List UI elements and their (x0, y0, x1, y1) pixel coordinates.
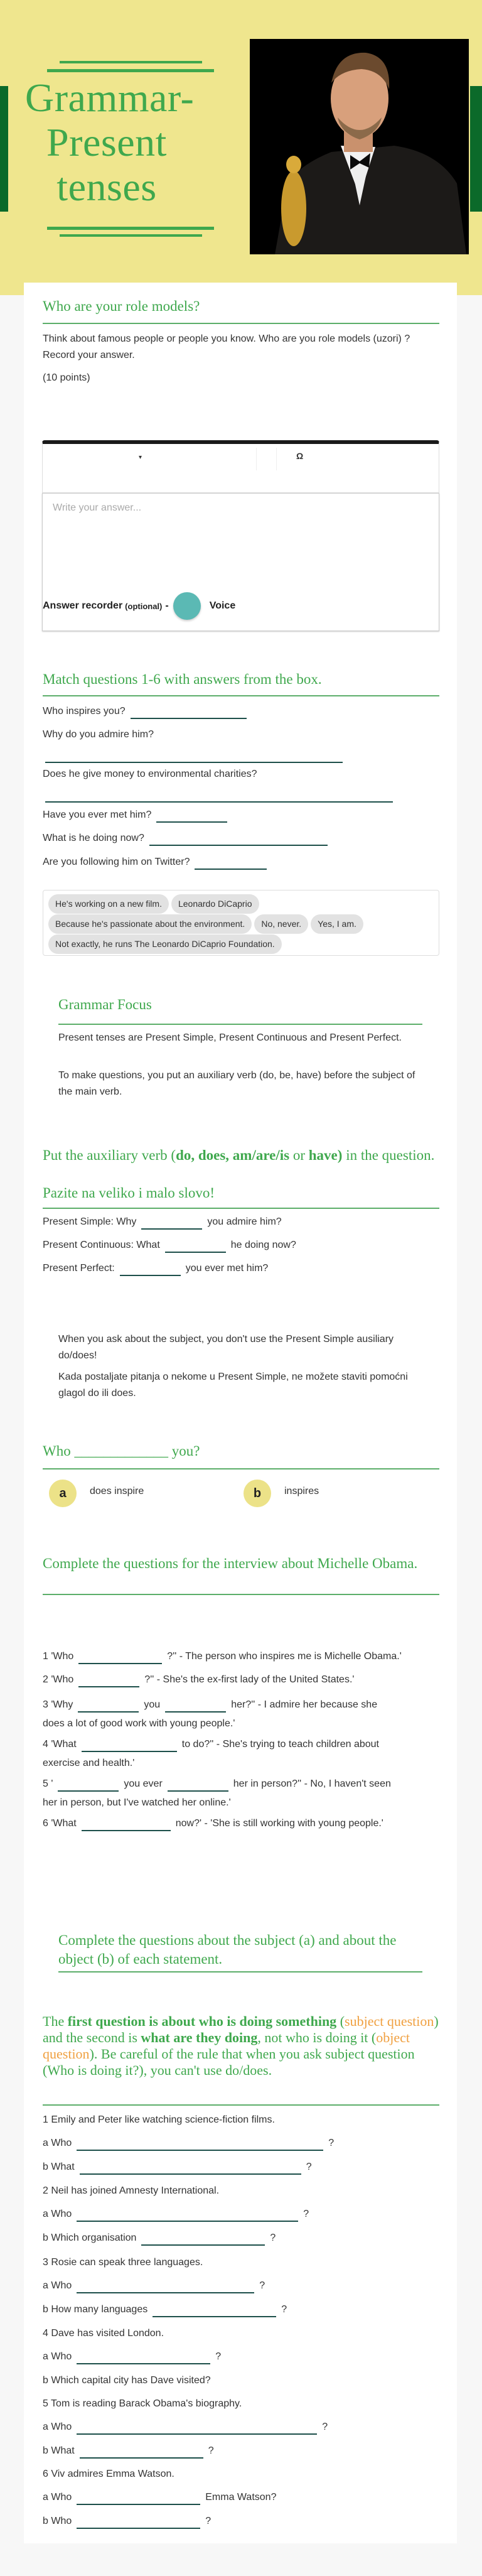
recorder-label: Answer recorder (43, 600, 123, 611)
answer-blank[interactable] (120, 1264, 181, 1276)
option-a-badge[interactable]: a (49, 1480, 77, 1507)
section-divider (58, 1024, 422, 1025)
section-divider (43, 323, 439, 324)
interview-item-4: 4 'What to do?'' - She's trying to teach children about (43, 1736, 379, 1753)
auxiliary-item-2: Present Continuous: What he doing now? (43, 1237, 296, 1253)
interview-item-1: 1 'Who ?'' - The person who inspires me is Michelle Obama.' (43, 1648, 402, 1665)
answer-blank[interactable] (141, 2233, 265, 2246)
special-character-icon[interactable]: Ω (296, 451, 304, 461)
title-rule-bottom-2 (60, 234, 202, 237)
answer-chip[interactable]: No, never. (254, 914, 308, 934)
answer-blank[interactable] (78, 1652, 162, 1664)
answer-blank[interactable] (77, 2352, 210, 2364)
answer-blank[interactable] (77, 2422, 317, 2435)
match-question-5: What is he doing now? (43, 830, 333, 847)
section-divider (43, 695, 439, 696)
option-a-label[interactable]: does inspire (90, 1486, 144, 1496)
title-rule-bottom-1 (47, 227, 214, 230)
statement-4-a: a Who ? (43, 2349, 221, 2365)
answer-blank[interactable] (45, 790, 393, 803)
answer-chip[interactable]: Leonardo DiCaprio (171, 894, 259, 914)
option-b-label[interactable]: inspires (284, 1486, 319, 1496)
statement-3-a: a Who ? (43, 2278, 265, 2294)
editor-toolbar (42, 440, 439, 493)
recorder-dash: - (165, 600, 169, 611)
title-line-1: Grammar- (25, 75, 195, 120)
answer-blank[interactable] (78, 1700, 139, 1713)
statement-6: 6 Viv admires Emma Watson. (43, 2469, 174, 2479)
answer-blank[interactable] (153, 2305, 276, 2317)
answer-blank[interactable] (80, 2162, 301, 2175)
match-question-4: Have you ever met him? (43, 807, 232, 823)
answer-blank[interactable] (168, 1779, 228, 1792)
decor-bar-right (470, 86, 482, 212)
subject-note-2: Kada postaljate pitanja o nekome u Present Simple, ne možete staviti pomoćni glagol do ili does. (58, 1372, 408, 1399)
match-question-3: Does he give money to environmental charities? (43, 769, 257, 779)
section-divider (43, 1468, 439, 1469)
portrait-illustration (250, 39, 469, 254)
statement-3: 3 Rosie can speak three languages. (43, 2257, 203, 2268)
answer-blank[interactable] (78, 1675, 139, 1687)
section-divider (43, 1208, 439, 1209)
section-title-auxiliary: Put the auxiliary verb (do, does, am/are/is or have) in the question. (43, 1147, 435, 1163)
interview-item-2: 2 'Who ?'' - She's the ex-first lady of the United States.' (43, 1672, 354, 1688)
format-dropdown-icon[interactable]: ▾ (139, 454, 142, 461)
statement-5: 5 Tom is reading Barack Obama's biography. (43, 2398, 242, 2409)
title-line-3: tenses (56, 165, 157, 209)
section-divider (58, 1971, 422, 1973)
interview-item-3: 3 'Why you her?'' - I admire her because she (43, 1697, 377, 1713)
section-title-subject-object: Complete the questions about the subject (a) and about the object (b) of each statement. (58, 1932, 397, 1967)
match-blank-3 (43, 787, 398, 803)
answer-blank[interactable] (77, 2516, 200, 2529)
statement-5-b: b What ? (43, 2443, 214, 2459)
title-rule-top-1 (60, 61, 202, 63)
statement-1-b: b What ? (43, 2159, 312, 2175)
answer-blank[interactable] (156, 810, 227, 823)
grammar-paragraph-2: To make questions, you put an auxiliary verb (do, be, have) before the subject of the main verb. (58, 1070, 415, 1097)
interview-item-5: 5 ' you ever her in person?'' - No, I haven't seen (43, 1776, 391, 1792)
statement-6-b: b Who ? (43, 2513, 211, 2530)
section-title-interview: Complete the questions for the interview about Michelle Obama. (43, 1556, 418, 1571)
interview-item-5-cont: her in person, but I've watched her online.' (43, 1797, 231, 1808)
section-title-grammar-focus: Grammar Focus (58, 997, 152, 1012)
answer-recorder (43, 597, 235, 615)
answer-chip[interactable]: Not exactly, he runs The Leonardo DiCaprio Foundation. (48, 934, 282, 954)
answer-blank[interactable] (77, 2209, 298, 2222)
subject-object-explanation: The first question is about who is doing something (subject question) and the second is what are they doing, not who is doing it (object question). Be careful of the rule that when you ask subject question (Who is doing it?), you can't use do/does. (43, 2013, 439, 2078)
interview-item-6: 6 'What now?' - 'She is still working with young people.' (43, 1816, 383, 1832)
answer-chip[interactable]: Yes, I am. (311, 914, 363, 934)
statement-6-a: a Who Emma Watson? (43, 2489, 276, 2506)
match-question-2: Why do you admire him? (43, 729, 154, 740)
interview-item-3-cont: does a lot of good work with young people.' (43, 1718, 235, 1729)
answer-blank[interactable] (58, 1779, 119, 1792)
answer-textarea[interactable]: Write your answer... (42, 493, 439, 631)
section-divider (43, 2104, 439, 2106)
grammar-paragraph-1: Present tenses are Present Simple, Present Continuous and Present Perfect. (58, 1032, 402, 1043)
points-label: (10 points) (43, 372, 90, 383)
answer-blank[interactable] (131, 706, 247, 719)
statement-4: 4 Dave has visited London. (43, 2328, 164, 2339)
section-divider (43, 1594, 439, 1595)
title-rule-top-2 (47, 69, 214, 72)
statement-1: 1 Emily and Peter like watching science-fiction films. (43, 2114, 275, 2125)
match-question-6: Are you following him on Twitter? (43, 854, 272, 870)
answer-chip[interactable]: Because he's passionate about the environment. (48, 914, 252, 934)
page-title (25, 75, 195, 209)
answer-blank[interactable] (82, 1740, 177, 1752)
role-models-prompt: Think about famous people or people you know. Who are you role models (uzori) ? Record your answer. (43, 333, 410, 360)
record-button[interactable] (173, 592, 201, 620)
toolbar-separator (256, 448, 257, 470)
answer-chip[interactable]: He's working on a new film. (48, 894, 169, 914)
answer-blank[interactable] (82, 1819, 171, 1831)
answer-blank[interactable] (165, 1240, 226, 1253)
section-title-match: Match questions 1-6 with answers from the box. (43, 671, 322, 687)
option-b-badge[interactable]: b (244, 1480, 271, 1507)
match-question-1: Who inspires you? (43, 703, 252, 720)
recorder-optional: (optional) (125, 601, 163, 611)
answer-blank[interactable] (195, 857, 267, 870)
portrait-image (250, 39, 469, 254)
auxiliary-subtitle: Pazite na veliko i malo slovo! (43, 1185, 215, 1201)
statement-4-b: b Which capital city has Dave visited? (43, 2375, 211, 2386)
answer-blank[interactable] (80, 2446, 203, 2459)
hero-banner (0, 0, 482, 295)
title-line-2: Present (46, 120, 167, 165)
statement-2-a: a Who ? (43, 2206, 309, 2222)
subject-note-1: When you ask about the subject, you don't use the Present Simple ausiliary do/does! (58, 1334, 394, 1361)
statement-1-a: a Who ? (43, 2135, 334, 2151)
statement-2: 2 Neil has joined Amnesty International. (43, 2185, 220, 2196)
answer-blank[interactable] (77, 2281, 254, 2293)
answer-blank[interactable] (165, 1700, 226, 1713)
section-title-role-models: Who are your role models? (43, 298, 200, 314)
statement-5-a: a Who ? (43, 2419, 328, 2435)
section-title-who-you: Who _____________ you? (43, 1443, 200, 1459)
answer-blank[interactable] (149, 833, 328, 846)
interview-item-4-cont: exercise and health.' (43, 1758, 135, 1768)
statement-2-b: b Which organisation ? (43, 2230, 276, 2246)
answer-bank (43, 890, 439, 956)
answer-blank[interactable] (45, 750, 343, 763)
recorder-mode: Voice (209, 600, 236, 611)
match-blank-2 (43, 747, 348, 764)
auxiliary-item-3: Present Perfect: you ever met him? (43, 1260, 268, 1277)
answer-blank[interactable] (77, 2138, 323, 2151)
statement-3-b: b How many languages ? (43, 2302, 287, 2318)
toolbar-separator (276, 448, 277, 470)
answer-blank[interactable] (141, 1217, 202, 1230)
auxiliary-item-1: Present Simple: Why you admire him? (43, 1214, 282, 1230)
decor-bar-left (0, 86, 8, 212)
answer-blank[interactable] (77, 2492, 200, 2505)
